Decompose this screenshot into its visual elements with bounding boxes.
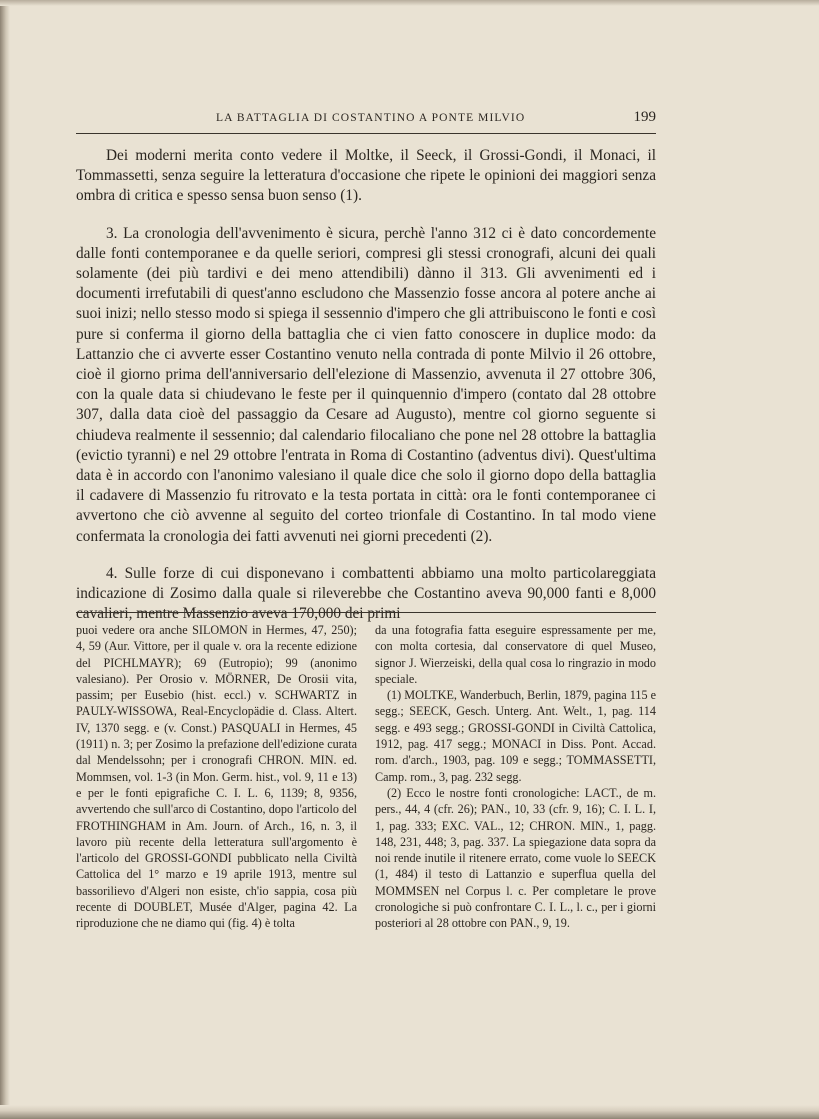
page-top-edge bbox=[0, 0, 819, 6]
paragraph-forze: 4. Sulle forze di cui disponevano i combattenti abbiamo una molto particolareggiata indicazione di Zosimo dalla quale si rileverebbe che Costantino aveva 90,000 fanti e 8,000 cavalieri, mentre Massenzio aveva 170,000 dei primi bbox=[76, 564, 656, 623]
footnote-continuation: puoi vedere ora anche SILOMON in Hermes, 47, 250); 4, 59 (Aur. Vittore, per il quale v. ora la recente edizione del PICHLMAYR); 69 (Eutropio); 99 (anonimo valesiano). Per Orosio v. MÖRNER, De Orosii vita, passim; per Eusebio (hist. eccl.) v. SCHWARTZ in PAULY-WISSOWA, Real-Encyclopädie d. Class. Altert. IV, 1370 segg. e (v. Const.) PASQUALI in Hermes, 45 (1911) n. 3; per Zosimo la prefazione dell'edizione curata dal Mendelssohn; per i cronografi CHRON. MIN. ed. Mommsen, vol. 1-3 (in Mon. Germ. hist., vol. 9, 11 e 13) e per le fonti epigrafiche C. I. L. 6, 1139; 8, 9356, avvertendo che sull'arco di Costantino, dopo l'articolo del FROTHINGHAM in Am. Journ. of Arch., 16, n. 3, il lavoro più recente della letteratura sull'argomento è l'articolo del GROSSI-GONDI pubblicato nella Civiltà Cattolica del 1° marzo e 19 aprile 1913, mentre sul bassorilievo d'Algeri non esiste, ch'io sappia, cosa più recente di DOUBLET, Musée d'Alger, pagina 42. La riproduzione che ne diamo qui (fig. 4) è tolta bbox=[76, 623, 357, 931]
paragraph-moderni: Dei moderni merita conto vedere il Moltke, il Seeck, il Grossi-Gondi, il Monaci, il Tommassetti, senza seguire la letteratura d'occasione che ripete le opinioni dei maggiori senza ombra di critica e spesso sensa buon senso (1). bbox=[76, 147, 656, 205]
page-binding-shadow bbox=[0, 0, 10, 1119]
header-rule bbox=[76, 133, 656, 134]
footnote-rule bbox=[76, 612, 656, 613]
footnote-2: (2) Ecco le nostre fonti cronologiche: LACT., de m. pers., 44, 4 (cfr. 26); PAN., 10, 33 (cfr. 9, 16); C. I. L. I, 1, pag. 333; EXC. VAL., 12; CHRON. MIN., 1, pagg. 148, 231, 448; 3, pag. 337. La spiegazione data sopra da noi rende inutile il ritenere errato, come vuole lo SEECK (1, 484) il testo di Lattanzio e superflua quella del MOMMSEN nel Corpus l. c. Per completare le prove cronologiche si può confrontare C. I. L., l. c., per i giorni posteriori al 28 ottobre con PAN., 9, 19. bbox=[375, 785, 656, 931]
page-bottom-edge bbox=[0, 1105, 819, 1119]
footnotes-right-column bbox=[375, 622, 656, 932]
footnote-continuation-end: da una fotografia fatta eseguire espressamente per me, con molta cortesia, dal conservatore di quel Museo, signor J. Wierzeiski, della qual cosa lo ringrazio in modo speciale. bbox=[375, 623, 656, 686]
footnotes-left-column bbox=[76, 622, 357, 932]
main-text bbox=[76, 146, 656, 624]
running-head: LA BATTAGLIA DI COSTANTINO A PONTE MILVIO bbox=[216, 112, 526, 124]
footnotes bbox=[76, 622, 656, 932]
page-number: 199 bbox=[633, 109, 656, 125]
page-header bbox=[76, 108, 656, 130]
paragraph-cronologia: 3. La cronologia dell'avvenimento è sicura, perchè l'anno 312 ci è dato concordemente dalle fonti contemporanee e da quelle seriori, compresi gli stessi cronografi, alcuni dei quali solamente (dei più tardivi e dei meno attendibili) dànno il 313. Gli avvenimenti ed i documenti irrefutabili di quest'anno escludono che Massenzio fosse ancora al potere anche ai suoi inizi; nello stesso modo si spiega il sessennio d'impero che gli attribuiscono le fonti e così pure si conferma il giorno della battaglia che ci vien fatto conoscere in duplice modo: da Lattanzio che ci avverte esser Costantino venuto nella contrada di ponte Milvio il 26 ottobre, cioè il giorno prima dell'anniversario dell'elezione di Massenzio, avvenuta il 27 ottobre 306, con la quale data si chiudevano le feste per il quinquennio d'impero (contato dal 28 ottobre 307, dalla data cioè del passaggio da Cesare ad Augusto), mentre col giorno seguente si chiudeva realmente il sessennio; dal calendario filocaliano che pone nel 28 ottobre la battaglia (evictio tyranni) e nel 29 ottobre l'entrata in Roma di Costantino (adventus divi). Quest'ultima data è in accordo con l'anonimo valesiano il quale dice che solo il giorno dopo della battaglia il cadavere di Massenzio fu ritrovato e la testa portata in città: ora le fonti contemporanee ci avvertono che ciò avvenne al seguito del corteo trionfale di Costantino. In tal modo viene confermata la cronologia dei fatti avvenuti nei giorni precedenti (2). bbox=[76, 224, 656, 545]
footnote-1: (1) MOLTKE, Wanderbuch, Berlin, 1879, pagina 115 e segg.; SEECK, Gesch. Unterg. Ant. Welt., 1, pag. 114 segg. e 493 segg.; GROSSI-GONDI in Civiltà Cattolica, 1912, pag. 417 segg.; MONACI in Diss. Pont. Accad. rom. d'arch., 1903, pag. 109 e segg.; TOMMASSETTI, Camp. rom., 3, pag. 232 segg. bbox=[375, 688, 657, 784]
